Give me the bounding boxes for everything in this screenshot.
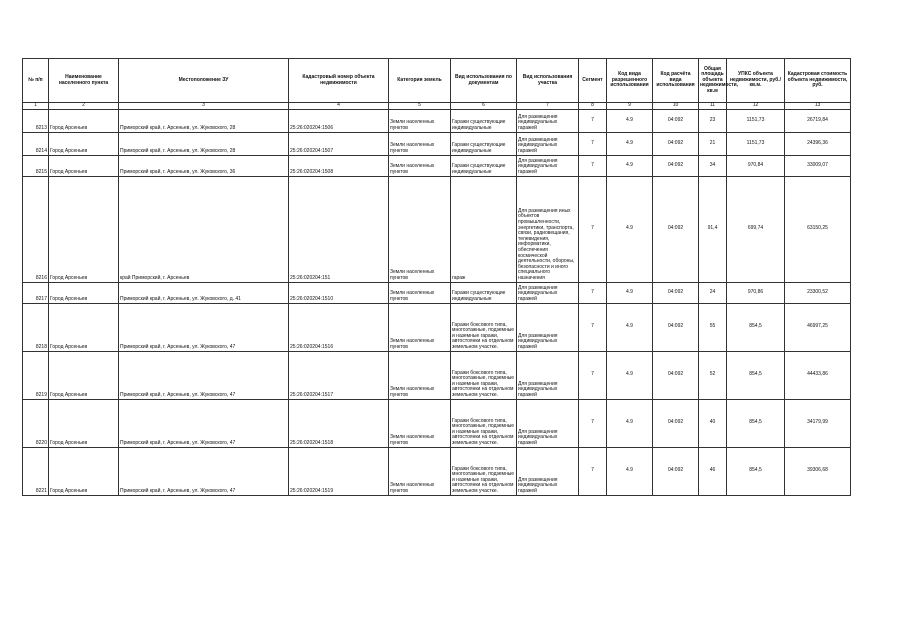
land-category-cell: Земли населенных пунктов <box>389 399 451 447</box>
area-cell: 23 <box>699 109 727 132</box>
header-cell: УПКС объекта недвижимости, руб./кв.м. <box>727 59 785 103</box>
cadastral-value-cell: 46997,25 <box>785 303 851 351</box>
column-number: 6 <box>451 103 517 110</box>
settlement-cell: Город Арсеньев <box>49 399 119 447</box>
column-number: 13 <box>785 103 851 110</box>
calc-code-cell: 04:092 <box>653 351 699 399</box>
calc-code-cell: 04:092 <box>653 282 699 303</box>
row-number: 8218 <box>23 303 49 351</box>
cadastral-number-cell: 25:26:020204:151 <box>289 176 389 282</box>
segment-cell: 7 <box>579 303 607 351</box>
header-cell: Общая площадь объекта недвижимости, кв.м <box>699 59 727 103</box>
location-cell: Приморский край, г. Арсеньев, ул. Жуковского, 47 <box>119 447 289 495</box>
calc-code-cell: 04:092 <box>653 303 699 351</box>
row-number: 8219 <box>23 351 49 399</box>
calc-code-cell: 04:092 <box>653 155 699 176</box>
table-body <box>23 109 851 495</box>
segment-cell: 7 <box>579 447 607 495</box>
header-cell: Код расчёта вида использования <box>653 59 699 103</box>
land-category-cell: Земли населенных пунктов <box>389 282 451 303</box>
header-cell: Вид использования участка <box>517 59 579 103</box>
table-row <box>23 176 851 282</box>
upks-cell: 854,5 <box>727 447 785 495</box>
cadastral-number-cell: 25:26:020204:1516 <box>289 303 389 351</box>
column-number: 8 <box>579 103 607 110</box>
location-cell: Приморский край, г. Арсеньев, ул. Жуковского, 47 <box>119 399 289 447</box>
segment-cell: 7 <box>579 351 607 399</box>
column-number: 5 <box>389 103 451 110</box>
cadastral-value-cell: 39306,68 <box>785 447 851 495</box>
upks-cell: 699,74 <box>727 176 785 282</box>
area-cell: 91,4 <box>699 176 727 282</box>
area-cell: 24 <box>699 282 727 303</box>
location-cell: Приморский край, г. Арсеньев, ул. Жуковского, 28 <box>119 109 289 132</box>
cadastral-number-cell: 25:26:020204:1518 <box>289 399 389 447</box>
use-code-cell: 4.9 <box>607 282 653 303</box>
table-row <box>23 303 851 351</box>
table-row <box>23 132 851 155</box>
calc-code-cell: 04:092 <box>653 109 699 132</box>
header-row <box>23 59 851 103</box>
use-code-cell: 4.9 <box>607 399 653 447</box>
location-cell: Приморский край, г. Арсеньев, ул. Жуковского, 47 <box>119 303 289 351</box>
plot-use-cell: Для размещения индивидуальных гаражей <box>517 132 579 155</box>
settlement-cell: Город Арсеньев <box>49 155 119 176</box>
upks-cell: 854,5 <box>727 399 785 447</box>
header-cell: Код вида разрешенного использования <box>607 59 653 103</box>
area-cell: 52 <box>699 351 727 399</box>
column-number: 9 <box>607 103 653 110</box>
column-number: 2 <box>49 103 119 110</box>
use-by-documents-cell: Гаражи существующие индивидуальные <box>451 132 517 155</box>
location-cell: Приморский край, г. Арсеньев, ул. Жуковского, 47 <box>119 351 289 399</box>
plot-use-cell: Для размещения индивидуальных гаражей <box>517 303 579 351</box>
plot-use-cell: Для размещения индивидуальных гаражей <box>517 399 579 447</box>
cadastral-value-cell: 44433,86 <box>785 351 851 399</box>
calc-code-cell: 04:092 <box>653 176 699 282</box>
column-number: 7 <box>517 103 579 110</box>
header-cell: № п/п <box>23 59 49 103</box>
cadastral-number-cell: 25:26:020204:1506 <box>289 109 389 132</box>
location-cell: Приморский край, г. Арсеньев, ул. Жуковского, д. 41 <box>119 282 289 303</box>
land-category-cell: Земли населенных пунктов <box>389 155 451 176</box>
upks-cell: 854,5 <box>727 303 785 351</box>
area-cell: 40 <box>699 399 727 447</box>
row-number: 8221 <box>23 447 49 495</box>
header-cell: Сегмент <box>579 59 607 103</box>
land-category-cell: Земли населенных пунктов <box>389 109 451 132</box>
use-by-documents-cell: Гаражи боксового типа, многоэтажные, подземные и наземные гаражи, автостоянки на отдельном земельном участке. <box>451 303 517 351</box>
land-category-cell: Земли населенных пунктов <box>389 351 451 399</box>
row-number: 8220 <box>23 399 49 447</box>
land-category-cell: Земли населенных пунктов <box>389 303 451 351</box>
plot-use-cell: Для размещения индивидуальных гаражей <box>517 351 579 399</box>
plot-use-cell: Для размещения индивидуальных гаражей <box>517 447 579 495</box>
use-code-cell: 4.9 <box>607 351 653 399</box>
cadastral-number-cell: 25:26:020204:1517 <box>289 351 389 399</box>
use-by-documents-cell: Гаражи боксового типа, многоэтажные, подземные и наземные гаражи, автостоянки на отдельном земельном участке. <box>451 351 517 399</box>
use-code-cell: 4.9 <box>607 132 653 155</box>
area-cell: 46 <box>699 447 727 495</box>
header-cell: Кадастровая стоимость объекта недвижимости, руб. <box>785 59 851 103</box>
column-number: 10 <box>653 103 699 110</box>
cadastral-value-cell: 23300,52 <box>785 282 851 303</box>
row-number: 8216 <box>23 176 49 282</box>
column-number-row <box>23 103 851 110</box>
land-category-cell: Земли населенных пунктов <box>389 132 451 155</box>
header-cell: Кадастровый номер объекта недвижимости <box>289 59 389 103</box>
cadastral-number-cell: 25:26:020204:1508 <box>289 155 389 176</box>
calc-code-cell: 04:092 <box>653 399 699 447</box>
settlement-cell: Город Арсеньев <box>49 176 119 282</box>
table-row <box>23 399 851 447</box>
settlement-cell: Город Арсеньев <box>49 447 119 495</box>
settlement-cell: Город Арсеньев <box>49 351 119 399</box>
use-code-cell: 4.9 <box>607 176 653 282</box>
row-number: 8214 <box>23 132 49 155</box>
use-code-cell: 4.9 <box>607 109 653 132</box>
row-number: 8217 <box>23 282 49 303</box>
cadastral-number-cell: 25:26:020204:1507 <box>289 132 389 155</box>
segment-cell: 7 <box>579 155 607 176</box>
segment-cell: 7 <box>579 282 607 303</box>
cadastral-number-cell: 25:26:020204:1519 <box>289 447 389 495</box>
plot-use-cell: Для размещения индивидуальных гаражей <box>517 109 579 132</box>
cadastral-table <box>22 58 851 496</box>
calc-code-cell: 04:092 <box>653 132 699 155</box>
upks-cell: 1151,73 <box>727 109 785 132</box>
upks-cell: 970,84 <box>727 155 785 176</box>
cadastral-number-cell: 25:26:020204:1510 <box>289 282 389 303</box>
table-row <box>23 155 851 176</box>
table-row <box>23 351 851 399</box>
use-by-documents-cell: Гаражи боксового типа, многоэтажные, подземные и наземные гаражи, автостоянки на отдельном земельном участке. <box>451 447 517 495</box>
segment-cell: 7 <box>579 132 607 155</box>
cadastral-value-cell: 24396,36 <box>785 132 851 155</box>
segment-cell: 7 <box>579 176 607 282</box>
use-code-cell: 4.9 <box>607 447 653 495</box>
settlement-cell: Город Арсеньев <box>49 282 119 303</box>
upks-cell: 1151,73 <box>727 132 785 155</box>
use-code-cell: 4.9 <box>607 303 653 351</box>
use-by-documents-cell: гараж <box>451 176 517 282</box>
upks-cell: 854,5 <box>727 351 785 399</box>
table-row <box>23 109 851 132</box>
use-code-cell: 4.9 <box>607 155 653 176</box>
plot-use-cell: Для размещения иных объектов промышленности, энергетики, транспорта, связи, радиовещания, телевидения, информатики, обеспечения космической деятельности, обороны, безопасности и иного специального назначения <box>517 176 579 282</box>
table-row <box>23 447 851 495</box>
header-cell: Вид использования по документам <box>451 59 517 103</box>
plot-use-cell: Для размещения индивидуальных гаражей <box>517 282 579 303</box>
table-row <box>23 282 851 303</box>
cadastral-value-cell: 33009,07 <box>785 155 851 176</box>
use-by-documents-cell: Гаражи существующие индивидуальные <box>451 109 517 132</box>
cadastral-value-cell: 34179,99 <box>785 399 851 447</box>
calc-code-cell: 04:092 <box>653 447 699 495</box>
settlement-cell: Город Арсеньев <box>49 303 119 351</box>
segment-cell: 7 <box>579 399 607 447</box>
cadastral-value-cell: 63150,25 <box>785 176 851 282</box>
column-number: 12 <box>727 103 785 110</box>
location-cell: Приморский край, г. Арсеньев, ул. Жуковского, 36 <box>119 155 289 176</box>
location-cell: край Приморский, г. Арсеньев <box>119 176 289 282</box>
area-cell: 21 <box>699 132 727 155</box>
use-by-documents-cell: Гаражи боксового типа, многоэтажные, подземные и наземные гаражи, автостоянки на отдельном земельном участке. <box>451 399 517 447</box>
header-cell: Местоположение ЗУ <box>119 59 289 103</box>
settlement-cell: Город Арсеньев <box>49 109 119 132</box>
use-by-documents-cell: Гаражи существующие индивидуальные <box>451 282 517 303</box>
upks-cell: 970,86 <box>727 282 785 303</box>
column-number: 3 <box>119 103 289 110</box>
location-cell: Приморский край, г. Арсеньев, ул. Жуковского, 28 <box>119 132 289 155</box>
header-cell: Наименование населенного пункта <box>49 59 119 103</box>
column-number: 4 <box>289 103 389 110</box>
land-category-cell: Земли населенных пунктов <box>389 447 451 495</box>
column-number: 1 <box>23 103 49 110</box>
segment-cell: 7 <box>579 109 607 132</box>
plot-use-cell: Для размещения индивидуальных гаражей <box>517 155 579 176</box>
header-cell: Категория земель <box>389 59 451 103</box>
cadastral-value-cell: 26719,84 <box>785 109 851 132</box>
land-category-cell: Земли населенных пунктов <box>389 176 451 282</box>
row-number: 8215 <box>23 155 49 176</box>
settlement-cell: Город Арсеньев <box>49 132 119 155</box>
area-cell: 55 <box>699 303 727 351</box>
column-number: 11 <box>699 103 727 110</box>
use-by-documents-cell: Гаражи существующие индивидуальные <box>451 155 517 176</box>
area-cell: 34 <box>699 155 727 176</box>
row-number: 8213 <box>23 109 49 132</box>
